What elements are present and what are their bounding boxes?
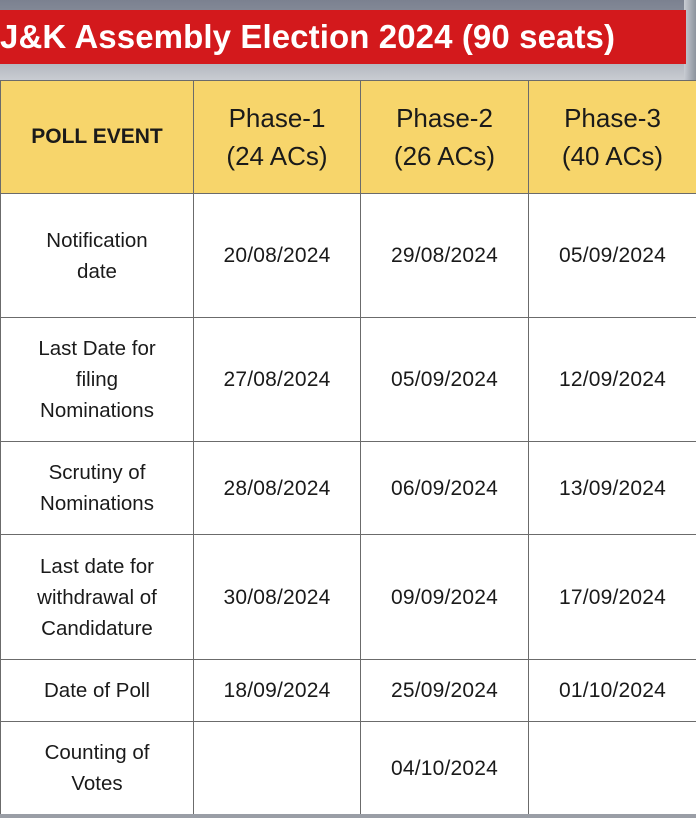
header-row xyxy=(1,81,696,194)
date-cell-phase-2: 25/09/2024 xyxy=(361,660,529,722)
column-header-phase-3 xyxy=(529,81,696,194)
page-title: J&K Assembly Election 2024 (90 seats) xyxy=(0,18,616,55)
date-cell-phase-1: 18/09/2024 xyxy=(194,660,361,722)
event-label-line: Last Date for xyxy=(38,337,156,360)
column-header-poll-event: POLL EVENT xyxy=(1,81,194,194)
phase-acs: (26 ACs) xyxy=(393,141,496,171)
event-cell xyxy=(1,660,194,722)
phase-name: Phase-3 xyxy=(564,103,661,133)
date-cell-phase-3: 05/09/2024 xyxy=(529,194,696,318)
event-cell xyxy=(1,194,194,318)
election-schedule-table xyxy=(0,80,696,815)
event-label-line: Counting of xyxy=(44,741,150,764)
title-banner xyxy=(0,10,686,64)
phase-acs: (40 ACs) xyxy=(561,141,664,171)
event-label-line: Nominations xyxy=(40,399,154,422)
table-row xyxy=(1,660,696,722)
column-header-phase-1 xyxy=(194,81,361,194)
phase-name: Phase-2 xyxy=(396,103,493,133)
column-header-phase-2 xyxy=(361,81,529,194)
date-cell-phase-3 xyxy=(529,722,696,815)
background-bottom-strip xyxy=(0,814,696,818)
date-cell-phase-1: 30/08/2024 xyxy=(194,535,361,660)
date-cell-phase-1: 28/08/2024 xyxy=(194,442,361,535)
date-cell-phase-3: 13/09/2024 xyxy=(529,442,696,535)
event-cell xyxy=(1,722,194,815)
table-row xyxy=(1,535,696,660)
event-label-line: Scrutiny of xyxy=(48,461,146,484)
phase-acs: (24 ACs) xyxy=(226,141,328,171)
table-row xyxy=(1,194,696,318)
date-cell-phase-3: 12/09/2024 xyxy=(529,318,696,442)
date-cell-phase-2: 09/09/2024 xyxy=(361,535,529,660)
event-label-line: Notification xyxy=(46,228,148,252)
date-cell-phase-2: 29/08/2024 xyxy=(361,194,529,318)
date-cell-phase-2: 05/09/2024 xyxy=(361,318,529,442)
event-label-line: Candidature xyxy=(41,616,153,640)
date-cell-phase-1: 27/08/2024 xyxy=(194,318,361,442)
table-row xyxy=(1,442,696,535)
event-label-line: Votes xyxy=(71,772,123,795)
date-cell-phase-2: 06/09/2024 xyxy=(361,442,529,535)
event-label-line: Last date for xyxy=(40,554,154,578)
date-cell-phase-3: 17/09/2024 xyxy=(529,535,696,660)
event-cell xyxy=(1,535,194,660)
date-cell-phase-3: 01/10/2024 xyxy=(529,660,696,722)
date-cell-phase-1: 20/08/2024 xyxy=(194,194,361,318)
phase-name: Phase-1 xyxy=(228,103,326,133)
event-label-line: date xyxy=(77,259,117,283)
table-row xyxy=(1,722,696,815)
table-row xyxy=(1,318,696,442)
event-label-line: withdrawal of xyxy=(37,585,157,609)
event-label-line: Date of Poll xyxy=(44,679,150,702)
date-cell-phase-2: 04/10/2024 xyxy=(361,722,529,815)
event-label-line: filing xyxy=(75,368,119,391)
event-cell xyxy=(1,318,194,442)
event-label-line: Nominations xyxy=(40,492,154,515)
date-cell-phase-1 xyxy=(194,722,361,815)
event-cell xyxy=(1,442,194,535)
